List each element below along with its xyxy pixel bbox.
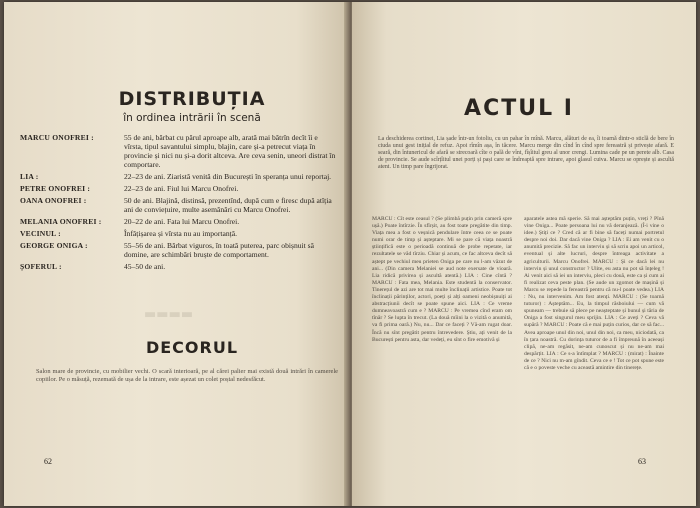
decor-paragraph: Salon mare de provincie, cu mobilier vechi. O scară interioară, pe al cărei palier mai există două intrări în camerele copiilor. Pe o măsuță, rezemată de ușa de la intrare, este așezat un colet poștal nedesfăcut. (36, 368, 338, 383)
character-description: 55–56 de ani. Bărbat viguros, în toată puterea, parc obișnuit să domine, are schimbări bruște de comportament. (124, 241, 315, 259)
character-description: Înfățișarea și vîrsta nu au importanță. (124, 229, 238, 238)
book-spread (4, 2, 696, 506)
character-name: GEORGE ONIGA : (20, 241, 88, 250)
cast-entry (20, 262, 338, 271)
character-name: PETRE ONOFREI : (20, 184, 91, 193)
dialogue-column-left: MARCU : Cît este ceasul ? (Se plimbă puțin prin cameră spre ușă.) Poate întîrzie. În sfîrșit, au fost toate pregătite din timp. Viața mea a fost o veșnică pendulare între ceea ce se poate numi orar de timp și așteptare. Mi se pare că viața noastră științifică este o perioadă continuă de probe repetate, iar rezultatele se văd tîrziu. Chiar și acum, ce fac altceva decît să aștept pe vechiul meu prieten Oniga pe care nu l-am văzut de ani... (Din camera Melaniei se aud note exersate de vioară. Lia ridică privirea și ascultă atentă.) LIA : Cine cîntă ? MARCU : Fata mea, Melania. Este studentă la conservator. Tinerețul de azi are tot mai multe înclinații artistice. Poate tot înclinații părinților, actori, poeți și alți oameni neobișnuiți ai abstracțiunii decît se poate spune aici. LIA : Ce vreme dumneavoastră cum e ? MARCU : Pe vremea cînd eram om tînăr ? Se lupta în trecut. (La două mîini la o vizită o anumită, va fi prima oară.) Nu, nu... Dar ce faceți ? Vă-am rugat doar. Încă nu sînt pregătit pentru întrevedere. Știu, ați venit de la București pentru asta, dar vedeți, eu sînt o fire emotivă și (372, 216, 512, 343)
cast-list (20, 133, 338, 274)
act-title: ACTUL I (464, 96, 574, 121)
character-name: MELANIA ONOFREI : (20, 217, 102, 226)
left-page (4, 2, 348, 506)
character-name: VECINUL : (20, 229, 61, 238)
page-number-right: 63 (638, 457, 646, 466)
character-description: 22–23 de ani. Fiul lui Marcu Onofrei. (124, 184, 239, 193)
cast-entry (20, 229, 338, 238)
character-name: ȘOFERUL : (20, 262, 62, 271)
stage-direction: La deschiderea cortinei, Lia șade într-un fotoliu, cu un pahar în mînă. Marcu, alături de ea, îi toarnă dintr-o sticlă de bere în ciuda unui gest inițial de refuz. Apoi rîmîn așa, în tăcere. Marcu merge din cînd în cînd spre fereastră și privește afară. E seară, din întunericul de afară se strecoară cîte o pală de vînt, fîșîitul greu al unor crengi. Lumina cade pe un perete alb. Casa de provincie. Se aude scîrțîitul unei porți și pași care se îndreaptă spre intrare, apoi glasul cuiva. Marcu se oprește și ascultă atent. Un timp pare îngrijorat. (378, 136, 674, 171)
character-description: 45–50 de ani. (124, 262, 166, 271)
character-name: LIA : (20, 172, 39, 181)
character-name: OANA ONOFREI : (20, 196, 87, 205)
cast-entry (20, 133, 338, 169)
decor-title: DECORUL (145, 338, 239, 357)
cast-title: DISTRIBUȚIA (118, 88, 266, 110)
cast-entry (20, 241, 338, 259)
bleed-through-mark: ▬▬▬▬ (144, 307, 194, 322)
character-description: 22–23 de ani. Ziaristă venită din București în speranța unui reportaj. (124, 172, 332, 181)
dialogue-column-right: aparatele astea mă sperie. Să mai așteptăm puțin, vreți ? Pînă vine Oniga... Poate persoana lui nu vă deranjează. (Î-i vine o idee.) Știți ce ? Cred că ar fi bine să faceți numai portretul despre noi doi. Dar dacă vine Oniga ? LIA : Ei am venit cu o anumită precizie. Să fac un interviu și să scriu apoi un articol, eventual și alte lucruri, despre întreaga activitate a agriculturii. Marcu Onofrei. MARCU : Și ce dacă lei nu intervin și unul constructor ? Ulite, eu asta nu pot să înțeleg ! Ai venit aici să iei un interviu, pleci cu două, este ca și cum ai fi realizat ceva peste plan. (Se aude un zgomot de mașină și Marcu se repede la fereastră pentru că nu-l poate vedea.) LIA : Nu, nu intervenim. Am fost atenți. MARCU : (Se toarnă tuturor) : Așteptăm... Eu, la timpul răsboiului — cum vă spuneam — trebuie să plece pe neașteptate și bunul și tăria de Oniga a fost singurul meu sprijin. LIA : Ce aveți ? Ceva vă supără ? MARCU : Poate că e mai puțin curios, dar ce să fac... Avea aproape unul din noi, unul din noi, ca meu, niciodată, ca în țara noastră. Cu dorința tuturor de a fi împreună în aceeași clipă, ne-am regăsit, ne-am cunoscut și nu ne-am mai despărțit. LIA : Ce s-a întîmplat ? MARCU : (mirat) : Înainte de ce ? Nici nu m-am gîndit. Ceva ce e ! Tot ce pot spune este că e o poveste veche cu această amintire din tinerețe. (524, 216, 664, 371)
character-description: 50 de ani. Blajină, distinsă, prezentînd, după cum e firesc după atîția ani de conviețuire, multe asemănări cu Marcu Onofrei. (124, 196, 332, 214)
cast-entry (20, 217, 338, 226)
character-description: 55 de ani, bărbat cu părul aproape alb, arată mai bătrîn decît îi e vîrsta, tipul savantului simplu, blajin, care și-a petrecut viața în provincie și nici nu și-a dorit altceva. Are ceva senin, uneori distrat în comportare. (124, 133, 336, 169)
page-number-left: 62 (44, 457, 52, 466)
cast-entry (20, 196, 338, 214)
cast-entry (20, 172, 338, 181)
cast-entry (20, 184, 338, 193)
cast-subtitle: în ordinea intrării în scenă (123, 112, 261, 124)
character-description: 20–22 de ani. Fata lui Marcu Onofrei. (124, 217, 240, 226)
character-name: MARCU ONOFREI : (20, 133, 94, 142)
